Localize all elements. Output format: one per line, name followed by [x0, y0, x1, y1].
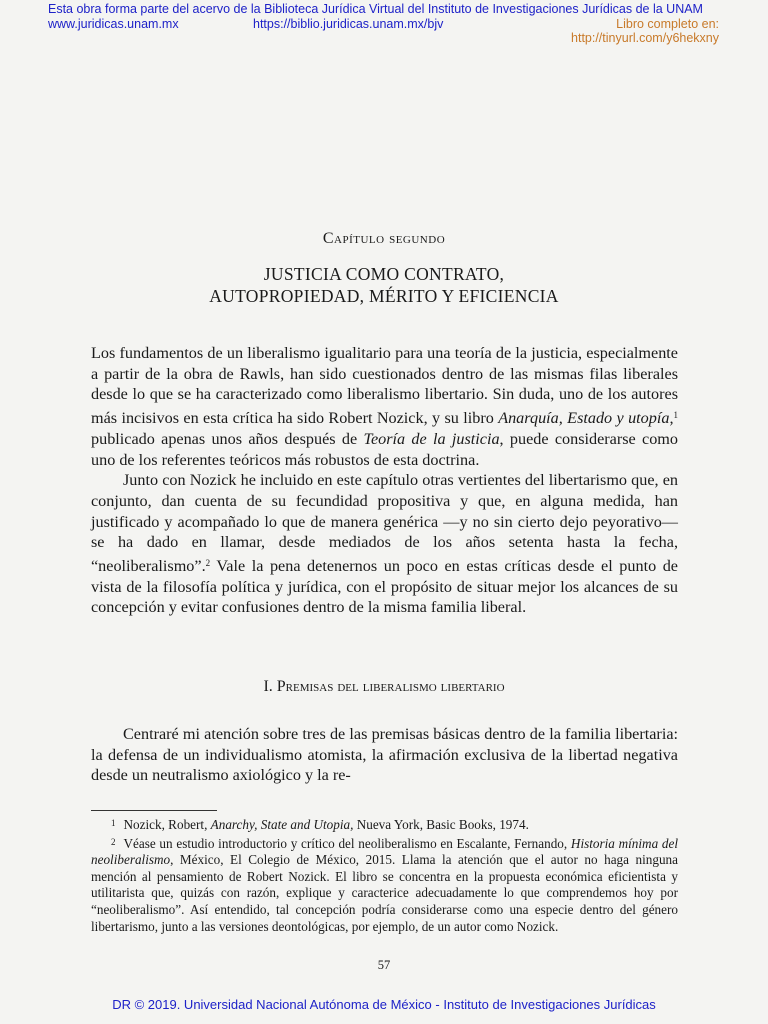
source-banner: [0, 0, 768, 52]
chapter-title: [0, 263, 768, 307]
site-link[interactable]: www.juridicas.unam.mx: [48, 17, 179, 31]
banner-line: Esta obra forma parte del acervo de la Biblioteca Jurídica Virtual del Instituto de Investigaciones Jurídicas de la UNAM: [48, 2, 703, 16]
section-heading: I. Premisas del liberalismo libertario: [263, 678, 505, 695]
paragraph-1: Los fundamentos de un liberalismo igualitario para una teoría de la justicia, especialmente a partir de la obra de Rawls, han sido cuestionados dentro de las mismas filas liberales desde lo que se ha caracterizado como liberalismo libertario. Sin duda, uno de los autores más incisivos en esta crítica ha sido Robert Nozick, y su libro Anarquía, Estado y utopía,$^1$ publicado apenas unos años después de Teoría de la justicia, puede considerarse como uno de los referentes teóricos más robustos de esta doctrina.: [91, 344, 678, 469]
footnote-ref-1: 1: [673, 410, 678, 421]
main-text-continued: [91, 724, 678, 786]
title-line-2: AUTOPROPIEDAD, MÉRITO Y EFICIENCIA: [209, 286, 559, 306]
footnote-ref-2: 2: [205, 558, 211, 569]
main-text: [91, 343, 678, 618]
paragraph-2: Junto con Nozick he incluido en este capítulo otras vertientes del libertarismo que, en conjunto, dan cuenta de su fecundidad propositiva y que, en alguna medida, han justificado y acompañado lo que de manera genérica —y no sin cierto dejo peyorativo— se ha dado en llamar, desde mediados de los años setenta hasta la fecha, “neoliberalismo”.$^2$ Vale la pena detenernos un poco en estas críticas desde el punto de vista de la filosofía política y jurídica, con el propósito de situar mejor los alcances de su concepción y evitar confusiones dentro de la misma familia liberal.: [91, 471, 678, 617]
page-number: 57: [377, 958, 391, 972]
paragraph-3: Centraré mi atención sobre tres de las premisas básicas dentro de la familia libertaria: la defensa de un individualismo atomista, la afirmación exclusiva de la libertad negativa desde un neutralismo axiológico y la re-: [91, 725, 678, 785]
footnotes: [91, 815, 678, 935]
copyright-footer: DR © 2019. Universidad Nacional Autónoma de México - Instituto de Investigaciones Jurídicas: [112, 997, 656, 1012]
footnote-2: $^2$ Véase un estudio introductorio y crítico del neoliberalismo en Escalante, Fernando, Historia mínima del neoliberalismo, México, El Colegio de México, 2015. Llama la atención que el autor no haga ninguna mención al pensamiento de Robert Nozick. El libro se concentra en la propuesta económica eficientista y utilitarista que, quizás con razón, explique y caracterice adecuadamente lo que comprendemos hoy por “neoliberalismo”. Así entendido, tal concepción podría considerarse como una especie dentro del género libertarismo, junto a las versiones deontológicas, por ejemplo, de un autor como Nozick.: [91, 835, 679, 934]
biblio-link[interactable]: https://biblio.juridicas.unam.mx/bjv: [253, 17, 444, 31]
chapter-label: Capítulo segundo: [322, 230, 446, 247]
title-line-1: JUSTICIA COMO CONTRATO,: [263, 264, 505, 284]
book-link[interactable]: http://tinyurl.com/y6hekxny: [571, 31, 719, 45]
footnote-divider: [91, 810, 217, 811]
footnote-1: $^1$ Nozick, Robert, Anarchy, State and Utopia, Nueva York, Basic Books, 1974.: [111, 817, 529, 832]
book-label: Libro completo en:: [616, 17, 719, 31]
